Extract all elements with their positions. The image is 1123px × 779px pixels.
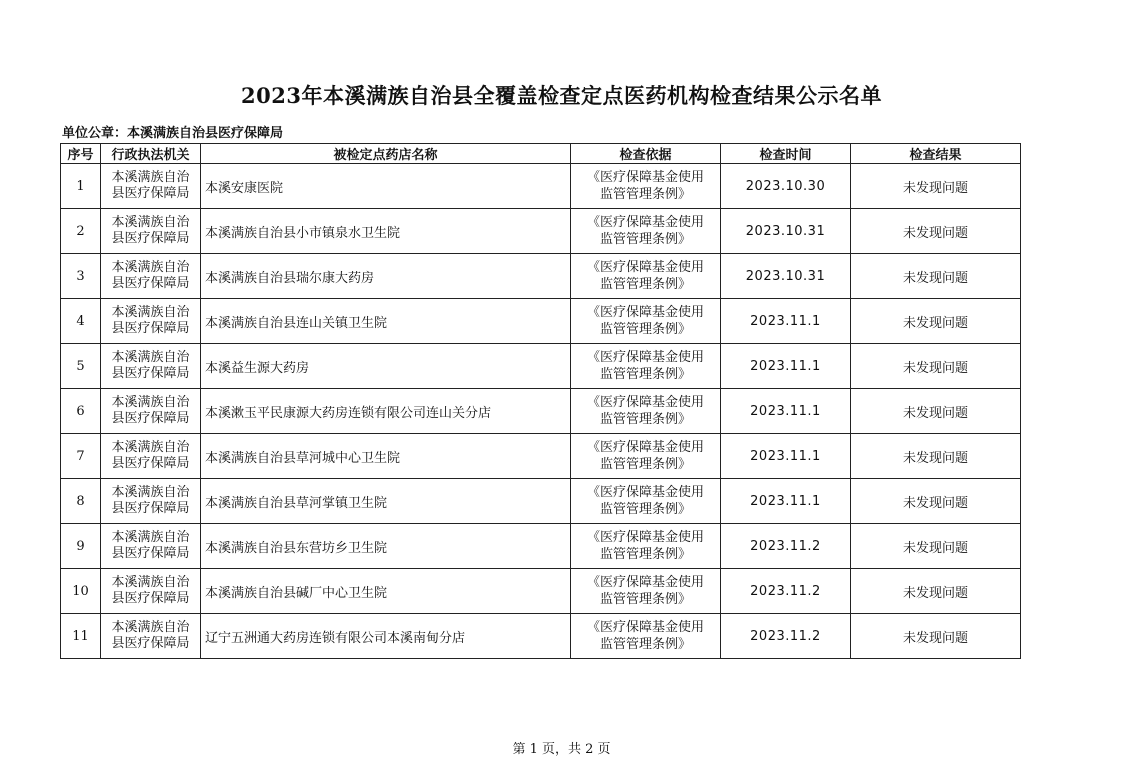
row-result: 未发现问题 xyxy=(851,254,1021,299)
row-date: 2023.10.31 xyxy=(721,209,851,254)
row-date: 2023.11.2 xyxy=(721,524,851,569)
row-basis-line1: 《医疗保障基金使用 xyxy=(586,170,704,185)
header-name: 被检定点药店名称 xyxy=(201,144,571,164)
table-row xyxy=(61,434,1021,479)
row-date: 2023.11.1 xyxy=(721,479,851,524)
row-result: 未发现问题 xyxy=(851,524,1021,569)
row-agency-line1: 本溪满族自治 xyxy=(111,215,190,230)
row-basis-line1: 《医疗保障基金使用 xyxy=(586,260,704,275)
row-result: 未发现问题 xyxy=(851,164,1021,209)
row-agency xyxy=(101,344,201,389)
table-row xyxy=(61,569,1021,614)
row-basis xyxy=(571,254,721,299)
table-row xyxy=(61,209,1021,254)
row-date: 2023.11.2 xyxy=(721,614,851,659)
row-basis xyxy=(571,434,721,479)
row-agency-line1: 本溪满族自治 xyxy=(111,350,190,365)
row-basis xyxy=(571,344,721,389)
row-basis-line2: 监管管理条例》 xyxy=(599,457,691,472)
row-date: 2023.11.1 xyxy=(721,434,851,479)
table-header-row xyxy=(61,144,1021,164)
row-agency-line1: 本溪满族自治 xyxy=(111,575,190,590)
row-agency-line2: 县医疗保障局 xyxy=(111,501,190,516)
row-result: 未发现问题 xyxy=(851,434,1021,479)
row-pharmacy-name: 本溪安康医院 xyxy=(201,164,571,209)
row-agency xyxy=(101,524,201,569)
row-agency-line1: 本溪满族自治 xyxy=(111,485,190,500)
row-basis-line1: 《医疗保障基金使用 xyxy=(586,440,704,455)
row-index: 9 xyxy=(61,524,101,569)
row-basis-line1: 《医疗保障基金使用 xyxy=(586,530,704,545)
row-pharmacy-name: 本溪满族自治县东营坊乡卫生院 xyxy=(201,524,571,569)
row-index: 7 xyxy=(61,434,101,479)
row-result: 未发现问题 xyxy=(851,569,1021,614)
row-agency xyxy=(101,479,201,524)
row-agency xyxy=(101,254,201,299)
table-row xyxy=(61,299,1021,344)
table-row xyxy=(61,254,1021,299)
row-pharmacy-name: 本溪满族自治县瑞尔康大药房 xyxy=(201,254,571,299)
row-basis-line1: 《医疗保障基金使用 xyxy=(586,575,704,590)
row-basis-line1: 《医疗保障基金使用 xyxy=(586,350,704,365)
row-agency xyxy=(101,164,201,209)
header-agency: 行政执法机关 xyxy=(101,144,201,164)
row-agency xyxy=(101,209,201,254)
table-row xyxy=(61,524,1021,569)
row-result: 未发现问题 xyxy=(851,209,1021,254)
row-basis xyxy=(571,299,721,344)
row-basis-line2: 监管管理条例》 xyxy=(599,637,691,652)
row-basis-line2: 监管管理条例》 xyxy=(599,547,691,562)
header-index: 序号 xyxy=(61,144,101,164)
row-basis-line1: 《医疗保障基金使用 xyxy=(586,215,704,230)
row-basis-line1: 《医疗保障基金使用 xyxy=(586,395,704,410)
row-agency-line1: 本溪满族自治 xyxy=(111,440,190,455)
row-agency-line2: 县医疗保障局 xyxy=(111,546,190,561)
row-basis-line2: 监管管理条例》 xyxy=(599,367,691,382)
table-row xyxy=(61,614,1021,659)
row-agency-line2: 县医疗保障局 xyxy=(111,456,190,471)
page-title: 2023年本溪满族自治县全覆盖检查定点医药机构检查结果公示名单 xyxy=(241,83,882,108)
row-index: 8 xyxy=(61,479,101,524)
row-agency-line2: 县医疗保障局 xyxy=(111,231,190,246)
row-result: 未发现问题 xyxy=(851,299,1021,344)
row-agency-line2: 县医疗保障局 xyxy=(111,366,190,381)
row-basis xyxy=(571,524,721,569)
results-body xyxy=(61,164,1021,659)
row-result: 未发现问题 xyxy=(851,344,1021,389)
row-agency-line1: 本溪满族自治 xyxy=(111,620,190,635)
results-table xyxy=(60,143,1021,659)
row-index: 6 xyxy=(61,389,101,434)
row-basis-line2: 监管管理条例》 xyxy=(599,592,691,607)
row-basis xyxy=(571,614,721,659)
row-basis-line1: 《医疗保障基金使用 xyxy=(586,620,704,635)
row-result: 未发现问题 xyxy=(851,389,1021,434)
row-agency-line1: 本溪满族自治 xyxy=(111,305,190,320)
row-index: 2 xyxy=(61,209,101,254)
row-basis xyxy=(571,209,721,254)
row-agency xyxy=(101,434,201,479)
row-agency-line2: 县医疗保障局 xyxy=(111,591,190,606)
table-row xyxy=(61,344,1021,389)
row-pharmacy-name: 本溪满族自治县连山关镇卫生院 xyxy=(201,299,571,344)
row-pharmacy-name: 本溪益生源大药房 xyxy=(201,344,571,389)
unit-seal-line xyxy=(62,122,283,141)
row-basis-line2: 监管管理条例》 xyxy=(599,322,691,337)
unit-name: 本溪满族自治县医疗保障局 xyxy=(127,126,284,141)
row-pharmacy-name: 本溪满族自治县小市镇泉水卫生院 xyxy=(201,209,571,254)
row-agency xyxy=(101,614,201,659)
page-footer: 第 1 页，共 2 页 xyxy=(512,742,611,757)
header-result: 检查结果 xyxy=(851,144,1021,164)
row-index: 11 xyxy=(61,614,101,659)
row-result: 未发现问题 xyxy=(851,479,1021,524)
row-date: 2023.10.30 xyxy=(721,164,851,209)
row-agency xyxy=(101,569,201,614)
row-pharmacy-name: 辽宁五洲通大药房连锁有限公司本溪南甸分店 xyxy=(201,614,571,659)
unit-label: 单位公章： xyxy=(62,126,128,141)
row-result: 未发现问题 xyxy=(851,614,1021,659)
row-basis-line2: 监管管理条例》 xyxy=(599,187,691,202)
row-agency-line1: 本溪满族自治 xyxy=(111,260,190,275)
row-agency-line2: 县医疗保障局 xyxy=(111,411,190,426)
header-date: 检查时间 xyxy=(721,144,851,164)
row-basis-line2: 监管管理条例》 xyxy=(599,412,691,427)
row-agency-line2: 县医疗保障局 xyxy=(111,276,190,291)
row-date: 2023.11.1 xyxy=(721,344,851,389)
row-date: 2023.10.31 xyxy=(721,254,851,299)
header-basis: 检查依据 xyxy=(571,144,721,164)
row-basis xyxy=(571,569,721,614)
row-index: 3 xyxy=(61,254,101,299)
row-basis-line2: 监管管理条例》 xyxy=(599,502,691,517)
row-basis-line2: 监管管理条例》 xyxy=(599,232,691,247)
row-pharmacy-name: 本溪漱玉平民康源大药房连锁有限公司连山关分店 xyxy=(201,389,571,434)
row-agency-line2: 县医疗保障局 xyxy=(111,636,190,651)
row-index: 1 xyxy=(61,164,101,209)
row-basis-line1: 《医疗保障基金使用 xyxy=(586,485,704,500)
row-agency-line1: 本溪满族自治 xyxy=(111,530,190,545)
row-basis xyxy=(571,479,721,524)
row-agency-line2: 县医疗保障局 xyxy=(111,186,190,201)
row-basis xyxy=(571,389,721,434)
row-agency-line1: 本溪满族自治 xyxy=(111,170,190,185)
row-agency xyxy=(101,389,201,434)
row-date: 2023.11.1 xyxy=(721,299,851,344)
row-index: 5 xyxy=(61,344,101,389)
row-basis xyxy=(571,164,721,209)
row-pharmacy-name: 本溪满族自治县草河城中心卫生院 xyxy=(201,434,571,479)
table-row xyxy=(61,479,1021,524)
table-row xyxy=(61,389,1021,434)
row-date: 2023.11.1 xyxy=(721,389,851,434)
row-pharmacy-name: 本溪满族自治县碱厂中心卫生院 xyxy=(201,569,571,614)
row-index: 10 xyxy=(61,569,101,614)
row-index: 4 xyxy=(61,299,101,344)
row-agency-line2: 县医疗保障局 xyxy=(111,321,190,336)
row-basis-line1: 《医疗保障基金使用 xyxy=(586,305,704,320)
row-agency xyxy=(101,299,201,344)
table-row xyxy=(61,164,1021,209)
row-date: 2023.11.2 xyxy=(721,569,851,614)
row-basis-line2: 监管管理条例》 xyxy=(599,277,691,292)
row-pharmacy-name: 本溪满族自治县草河掌镇卫生院 xyxy=(201,479,571,524)
row-agency-line1: 本溪满族自治 xyxy=(111,395,190,410)
